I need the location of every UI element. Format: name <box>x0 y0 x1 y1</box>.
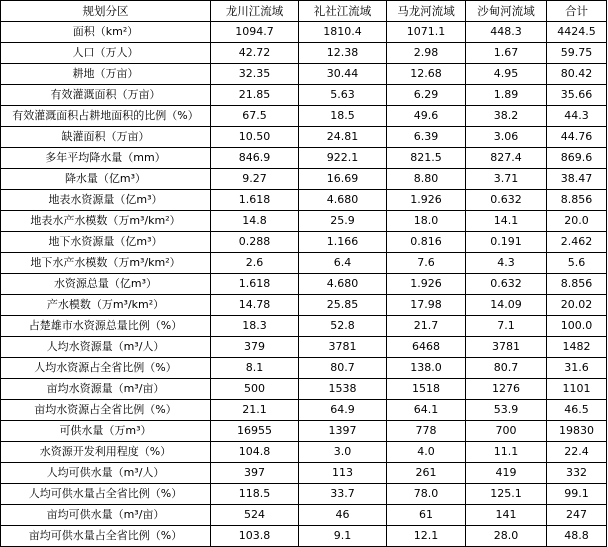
table-cell: 1538 <box>299 379 387 400</box>
table-row <box>1 85 607 106</box>
table-row <box>1 295 607 316</box>
row-label-cell: 地表水产水模数（万m³/km²） <box>1 211 211 232</box>
table-row <box>1 127 607 148</box>
table-cell: 44.3 <box>547 106 607 127</box>
table-cell: 14.78 <box>211 295 299 316</box>
table-cell: 99.1 <box>547 484 607 505</box>
table-cell: 33.7 <box>299 484 387 505</box>
header-cell-lishe: 礼社江流域 <box>299 1 387 22</box>
table-row <box>1 253 607 274</box>
table-cell: 80.42 <box>547 64 607 85</box>
table-cell: 261 <box>387 463 466 484</box>
table-cell: 78.0 <box>387 484 466 505</box>
table-cell: 113 <box>299 463 387 484</box>
table-cell: 20.02 <box>547 295 607 316</box>
table-cell: 7.1 <box>466 316 547 337</box>
table-cell: 379 <box>211 337 299 358</box>
table-cell: 25.9 <box>299 211 387 232</box>
row-label-cell: 地下水资源量（亿m³） <box>1 232 211 253</box>
table-cell: 30.44 <box>299 64 387 85</box>
table-cell: 869.6 <box>547 148 607 169</box>
table-row <box>1 169 607 190</box>
table-cell: 4.680 <box>299 190 387 211</box>
table-cell: 247 <box>547 505 607 526</box>
table-header <box>1 1 607 22</box>
table-cell: 1.166 <box>299 232 387 253</box>
table-cell: 0.816 <box>387 232 466 253</box>
row-label-cell: 亩均水资源量（m³/亩） <box>1 379 211 400</box>
table-cell: 1.926 <box>387 190 466 211</box>
table-cell: 59.75 <box>547 43 607 64</box>
table-cell: 6.39 <box>387 127 466 148</box>
table-row <box>1 43 607 64</box>
table-row <box>1 484 607 505</box>
table-cell: 20.0 <box>547 211 607 232</box>
table-cell: 9.1 <box>299 526 387 547</box>
table-row <box>1 232 607 253</box>
table-cell: 25.85 <box>299 295 387 316</box>
table-cell: 16.69 <box>299 169 387 190</box>
table-cell: 0.632 <box>466 274 547 295</box>
row-label-cell: 面积（km²） <box>1 22 211 43</box>
table-cell: 2.98 <box>387 43 466 64</box>
table-row <box>1 505 607 526</box>
table-cell: 7.6 <box>387 253 466 274</box>
table-row <box>1 400 607 421</box>
table-row <box>1 463 607 484</box>
table-cell: 6.29 <box>387 85 466 106</box>
table-cell: 10.50 <box>211 127 299 148</box>
table-cell: 53.9 <box>466 400 547 421</box>
table-cell: 8.856 <box>547 274 607 295</box>
table-cell: 22.4 <box>547 442 607 463</box>
table-cell: 80.7 <box>299 358 387 379</box>
table-cell: 28.0 <box>466 526 547 547</box>
table-cell: 1397 <box>299 421 387 442</box>
table-cell: 19830 <box>547 421 607 442</box>
table-row <box>1 442 607 463</box>
table-cell: 4.0 <box>387 442 466 463</box>
table-cell: 1.67 <box>466 43 547 64</box>
table-cell: 5.6 <box>547 253 607 274</box>
table-cell: 80.7 <box>466 358 547 379</box>
table-cell: 31.6 <box>547 358 607 379</box>
table-cell: 16955 <box>211 421 299 442</box>
table-cell: 1810.4 <box>299 22 387 43</box>
header-cell-district: 规划分区 <box>1 1 211 22</box>
table-cell: 6468 <box>387 337 466 358</box>
table-cell: 49.6 <box>387 106 466 127</box>
table-row <box>1 274 607 295</box>
table-cell: 18.3 <box>211 316 299 337</box>
table-cell: 1518 <box>387 379 466 400</box>
table-row <box>1 148 607 169</box>
table-cell: 821.5 <box>387 148 466 169</box>
table-cell: 1.926 <box>387 274 466 295</box>
row-label-cell: 占楚雄市水资源总量比例（%） <box>1 316 211 337</box>
table-cell: 2.462 <box>547 232 607 253</box>
row-label-cell: 可供水量（万m³） <box>1 421 211 442</box>
table-row <box>1 379 607 400</box>
header-cell-total: 合计 <box>547 1 607 22</box>
table-cell: 4.3 <box>466 253 547 274</box>
table-cell: 4424.5 <box>547 22 607 43</box>
table-row <box>1 358 607 379</box>
table-cell: 32.35 <box>211 64 299 85</box>
table-cell: 3.71 <box>466 169 547 190</box>
table-cell: 100.0 <box>547 316 607 337</box>
row-label-cell: 亩均可供水量（m³/亩） <box>1 505 211 526</box>
row-label-cell: 人均水资源量（m³/人） <box>1 337 211 358</box>
table-cell: 778 <box>387 421 466 442</box>
row-label-cell: 地表水资源量（亿m³） <box>1 190 211 211</box>
table-cell: 827.4 <box>466 148 547 169</box>
table-cell: 8.80 <box>387 169 466 190</box>
table-body <box>1 22 607 547</box>
table-row <box>1 421 607 442</box>
table-cell: 1094.7 <box>211 22 299 43</box>
table-cell: 38.47 <box>547 169 607 190</box>
table-cell: 125.1 <box>466 484 547 505</box>
table-cell: 64.9 <box>299 400 387 421</box>
table-cell: 3781 <box>299 337 387 358</box>
table-cell: 0.191 <box>466 232 547 253</box>
table-cell: 18.5 <box>299 106 387 127</box>
table-cell: 61 <box>387 505 466 526</box>
table-cell: 6.4 <box>299 253 387 274</box>
table-cell: 14.09 <box>466 295 547 316</box>
table-cell: 1071.1 <box>387 22 466 43</box>
table-row <box>1 64 607 85</box>
table-cell: 0.632 <box>466 190 547 211</box>
table-cell: 1276 <box>466 379 547 400</box>
header-cell-longchuan: 龙川江流域 <box>211 1 299 22</box>
table-cell: 8.856 <box>547 190 607 211</box>
table-cell: 12.1 <box>387 526 466 547</box>
table-cell: 118.5 <box>211 484 299 505</box>
header-cell-malong: 马龙河流域 <box>387 1 466 22</box>
row-label-cell: 人均水资源占全省比例（%） <box>1 358 211 379</box>
table-cell: 64.1 <box>387 400 466 421</box>
table-row <box>1 106 607 127</box>
row-label-cell: 降水量（亿m³） <box>1 169 211 190</box>
table-cell: 104.8 <box>211 442 299 463</box>
table-cell: 5.63 <box>299 85 387 106</box>
table-cell: 21.85 <box>211 85 299 106</box>
table-cell: 14.1 <box>466 211 547 232</box>
table-cell: 38.2 <box>466 106 547 127</box>
table-cell: 14.8 <box>211 211 299 232</box>
table-cell: 397 <box>211 463 299 484</box>
table-cell: 46 <box>299 505 387 526</box>
table-row <box>1 190 607 211</box>
header-row <box>1 1 607 22</box>
table-cell: 332 <box>547 463 607 484</box>
table-cell: 524 <box>211 505 299 526</box>
table-cell: 138.0 <box>387 358 466 379</box>
table-cell: 2.6 <box>211 253 299 274</box>
row-label-cell: 水资源开发利用程度（%） <box>1 442 211 463</box>
table-cell: 44.76 <box>547 127 607 148</box>
table-cell: 0.288 <box>211 232 299 253</box>
table-row <box>1 22 607 43</box>
table-cell: 46.5 <box>547 400 607 421</box>
row-label-cell: 人均可供水量占全省比例（%） <box>1 484 211 505</box>
table-cell: 846.9 <box>211 148 299 169</box>
row-label-cell: 缺灌面积（万亩） <box>1 127 211 148</box>
table-cell: 48.8 <box>547 526 607 547</box>
table-cell: 24.81 <box>299 127 387 148</box>
row-label-cell: 水资源总量（亿m³） <box>1 274 211 295</box>
table-cell: 500 <box>211 379 299 400</box>
table-cell: 21.7 <box>387 316 466 337</box>
table-cell: 922.1 <box>299 148 387 169</box>
table-cell: 4.95 <box>466 64 547 85</box>
table-cell: 448.3 <box>466 22 547 43</box>
table-cell: 4.680 <box>299 274 387 295</box>
table-cell: 419 <box>466 463 547 484</box>
table-cell: 18.0 <box>387 211 466 232</box>
table-row <box>1 526 607 547</box>
row-label-cell: 亩均可供水量占全省比例（%） <box>1 526 211 547</box>
table-cell: 8.1 <box>211 358 299 379</box>
table-cell: 9.27 <box>211 169 299 190</box>
table-row <box>1 316 607 337</box>
table-row <box>1 211 607 232</box>
table-cell: 1101 <box>547 379 607 400</box>
table-cell: 3.06 <box>466 127 547 148</box>
table-cell: 103.8 <box>211 526 299 547</box>
row-label-cell: 亩均水资源占全省比例（%） <box>1 400 211 421</box>
row-label-cell: 耕地（万亩） <box>1 64 211 85</box>
row-label-cell: 人均可供水量（m³/人） <box>1 463 211 484</box>
table-cell: 17.98 <box>387 295 466 316</box>
table-cell: 1.89 <box>466 85 547 106</box>
table-cell: 1482 <box>547 337 607 358</box>
table-cell: 3.0 <box>299 442 387 463</box>
table-cell: 11.1 <box>466 442 547 463</box>
table-cell: 3781 <box>466 337 547 358</box>
table-row <box>1 337 607 358</box>
row-label-cell: 多年平均降水量（mm） <box>1 148 211 169</box>
row-label-cell: 地下水产水模数（万m³/km²） <box>1 253 211 274</box>
table-cell: 21.1 <box>211 400 299 421</box>
table-cell: 141 <box>466 505 547 526</box>
row-label-cell: 人口（万人） <box>1 43 211 64</box>
row-label-cell: 有效灌溉面积（万亩） <box>1 85 211 106</box>
row-label-cell: 有效灌溉面积占耕地面积的比例（%） <box>1 106 211 127</box>
header-cell-shadian: 沙甸河流域 <box>466 1 547 22</box>
table-cell: 52.8 <box>299 316 387 337</box>
table-cell: 67.5 <box>211 106 299 127</box>
row-label-cell: 产水模数（万m³/km²） <box>1 295 211 316</box>
table-cell: 12.38 <box>299 43 387 64</box>
table-cell: 42.72 <box>211 43 299 64</box>
table-cell: 12.68 <box>387 64 466 85</box>
table-cell: 35.66 <box>547 85 607 106</box>
table-cell: 700 <box>466 421 547 442</box>
table-cell: 1.618 <box>211 274 299 295</box>
table-cell: 1.618 <box>211 190 299 211</box>
